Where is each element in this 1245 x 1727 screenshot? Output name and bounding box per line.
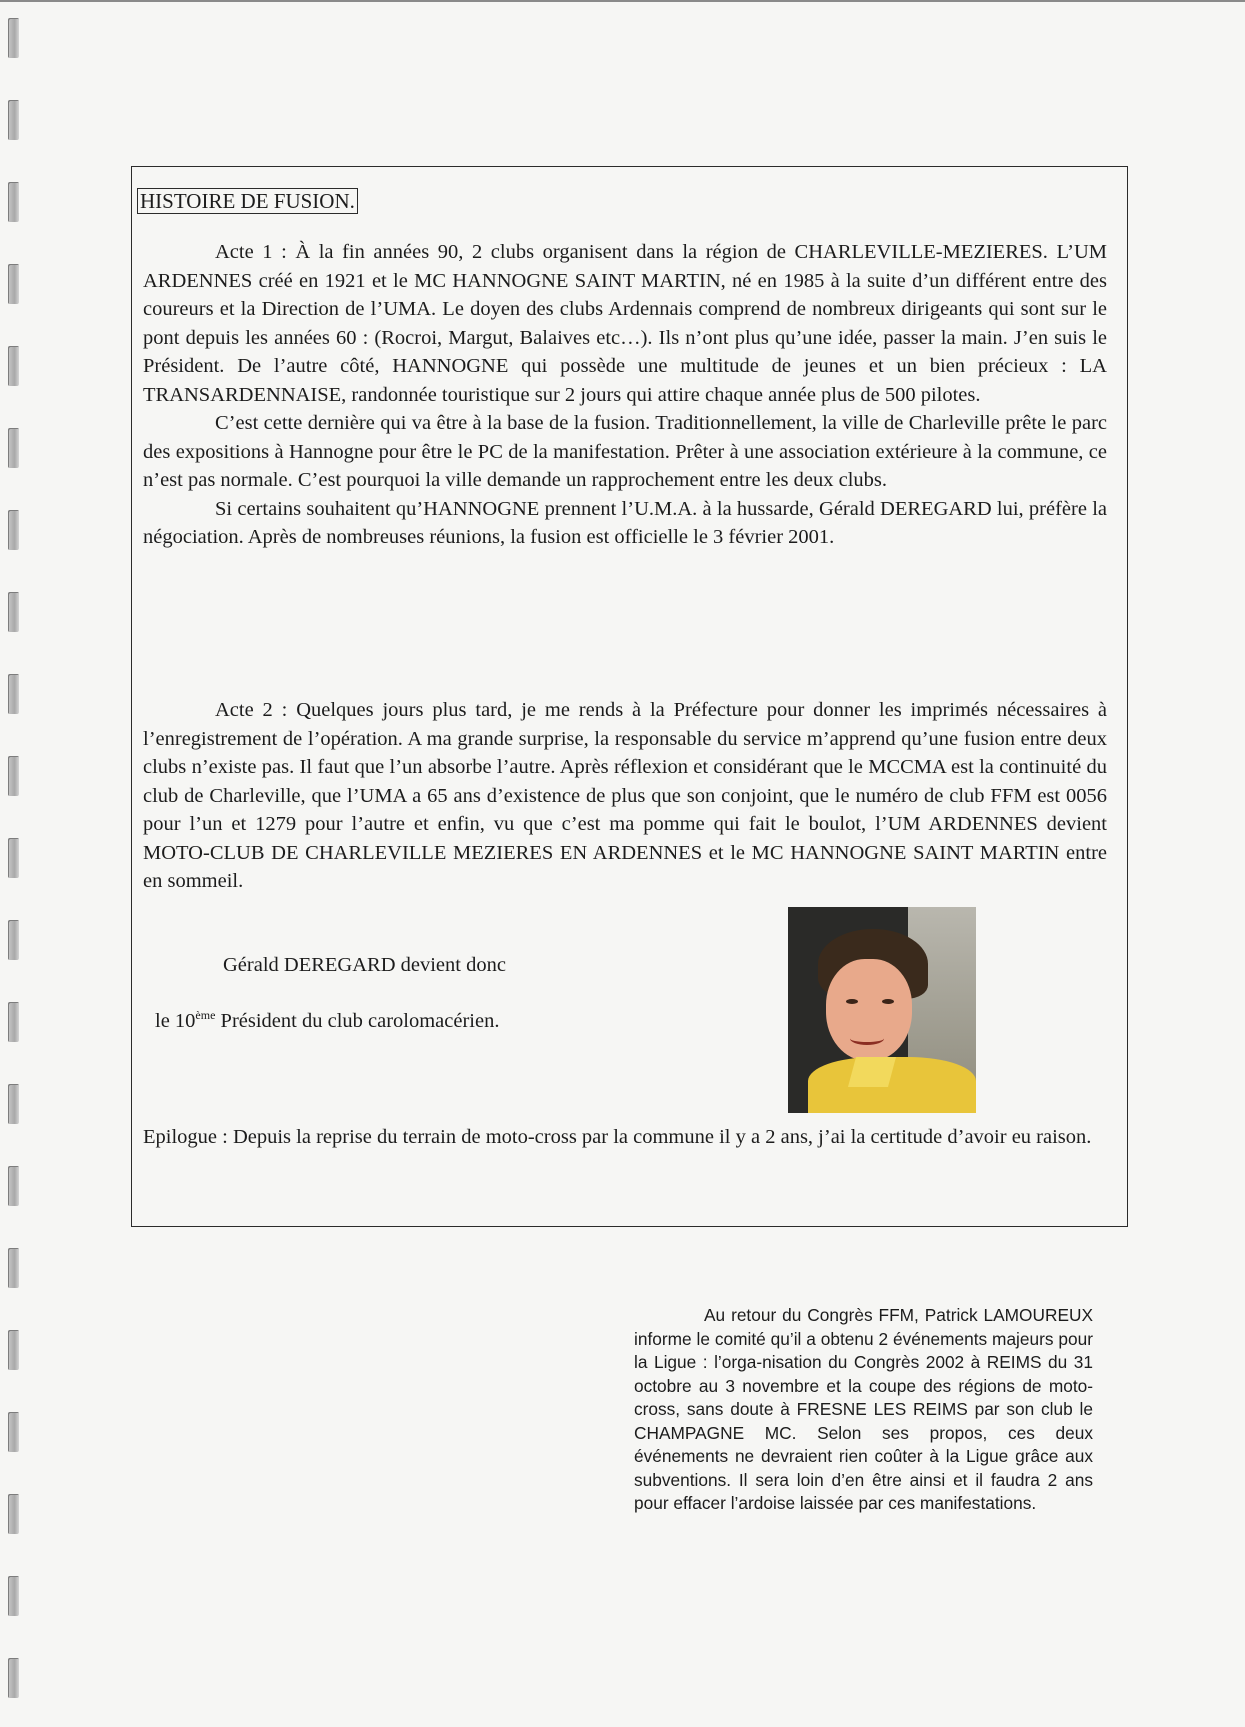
binder-hole — [8, 1576, 19, 1616]
binder-hole — [8, 1084, 19, 1124]
binder-hole — [8, 264, 19, 304]
acte2-paragraph: Acte 2 : Quelques jours plus tard, je me rends à la Préfecture pour donner les imprimés nécessaires à l’enregistrement de l’opération. A ma grande surprise, la responsable du service m’apprend qu’une fusion entre deux clubs n’existe pas. Il faut que l’un absorbe l’autre. Après réflexion et considérant que le MCCMA est la continuité du club de Charleville, que l’UMA a 65 ans d’existence de plus que son conjoint, que le numéro de club FFM est 0056 pour l’un et 1279 pour l’autre et enfin, vu que c’est ma pomme qui fait le boulot, l’UM ARDENNES devient MOTO-CLUB DE CHARLEVILLE MEZIERES EN ARDENNES et le MC HANNOGNE SAINT MARTIN entre en sommeil. — [143, 699, 1107, 892]
president-line-2 — [155, 1007, 499, 1036]
binder-hole — [8, 1002, 19, 1042]
president-line-2-post: Président du club carolomacérien. — [215, 1010, 500, 1032]
binder-hole — [8, 100, 19, 140]
binder-hole — [8, 920, 19, 960]
binder-hole — [8, 182, 19, 222]
binder-hole — [8, 18, 19, 58]
binder-hole — [8, 1494, 19, 1534]
binder-hole — [8, 1330, 19, 1370]
photo-eye — [882, 999, 894, 1004]
binder-hole — [8, 756, 19, 796]
binder-hole — [8, 1166, 19, 1206]
binder-hole — [8, 510, 19, 550]
binder-hole — [8, 346, 19, 386]
epilogue-paragraph: Epilogue : Depuis la reprise du terrain de moto-cross par la commune il y a 2 ans, j’ai la certitude d’avoir eu raison. — [143, 1126, 1092, 1148]
photo-smile — [850, 1032, 884, 1045]
binder-hole — [8, 838, 19, 878]
binder-hole — [8, 428, 19, 468]
president-line-1: Gérald DEREGARD devient donc — [223, 954, 506, 976]
acte1-section — [143, 238, 1107, 552]
president-line-2-pre: le 10 — [155, 1010, 196, 1032]
binder-hole — [8, 1412, 19, 1452]
binder-hole — [8, 1658, 19, 1698]
congres-note — [634, 1304, 1093, 1516]
epilogue-section — [143, 1123, 1107, 1152]
acte2-section — [143, 696, 1107, 896]
president-ordinal-suffix: ème — [195, 1008, 216, 1023]
photo-eye — [846, 999, 858, 1004]
acte1-paragraph-1: Acte 1 : À la fin années 90, 2 clubs organisent dans la région de CHARLEVILLE-MEZIERES. L’UM ARDENNES créé en 1921 et le MC HANNOGNE SAINT MARTIN, né en 1985 à la suite d’un différent entre des coureurs et la Direction de l’UMA. Le doyen des clubs Ardennais comprend de nombreux dirigeants qui sont sur le pont depuis les années 60 : (Rocroi, Margut, Balaives etc…). Ils n’ont plus qu’une idée, passer la main. J’en suis le Président. De l’autre côté, HANNOGNE qui possède une multitude de jeunes et un bien précieux : LA TRANSARDENNAISE, randonnée touristique sur 2 jours qui attire chaque année plus de 500 pilotes. — [143, 241, 1107, 406]
photo-collar — [848, 1057, 896, 1087]
page-top-edge — [0, 0, 1245, 2]
binder-hole — [8, 592, 19, 632]
acte1-paragraph-2: C’est cette dernière qui va être à la base de la fusion. Traditionnellement, la ville de Charleville prête le parc des expositions à Hannogne pour être le PC de la manifestation. Prêter à une association extérieure à la commune, ce n’est pas normale. C’est pourquoi la ville demande un rapprochement entre les deux clubs. — [143, 412, 1107, 491]
binder-hole — [8, 1248, 19, 1288]
photo-face — [826, 959, 912, 1061]
president-photo — [788, 907, 976, 1113]
binder-hole — [8, 674, 19, 714]
article-heading: HISTOIRE DE FUSION. — [137, 188, 358, 214]
binder-holes — [8, 0, 30, 1727]
acte1-paragraph-3: Si certains souhaitent qu’HANNOGNE prennent l’U.M.A. à la hussarde, Gérald DEREGARD lui, préfère la négociation. Après de nombreuses réunions, la fusion est officielle le 3 février 2001. — [143, 497, 1107, 548]
congres-paragraph: Au retour du Congrès FFM, Patrick LAMOUREUX informe le comité qu’il a obtenu 2 événements majeurs pour la Ligue : l’orga-nisation du Congrès 2002 à REIMS du 31 octobre au 3 novembre et la coupe des régions de moto-cross, sans doute à FRESNE LES REIMS par son club le CHAMPAGNE MC. Selon ses propos, ces deux événements ne devraient rien coûter à la Ligue grâce aux subventions. Il sera loin d’en être ainsi et il faudra 2 ans pour effacer l’ardoise laissée par ces manifestations. — [634, 1305, 1093, 1513]
